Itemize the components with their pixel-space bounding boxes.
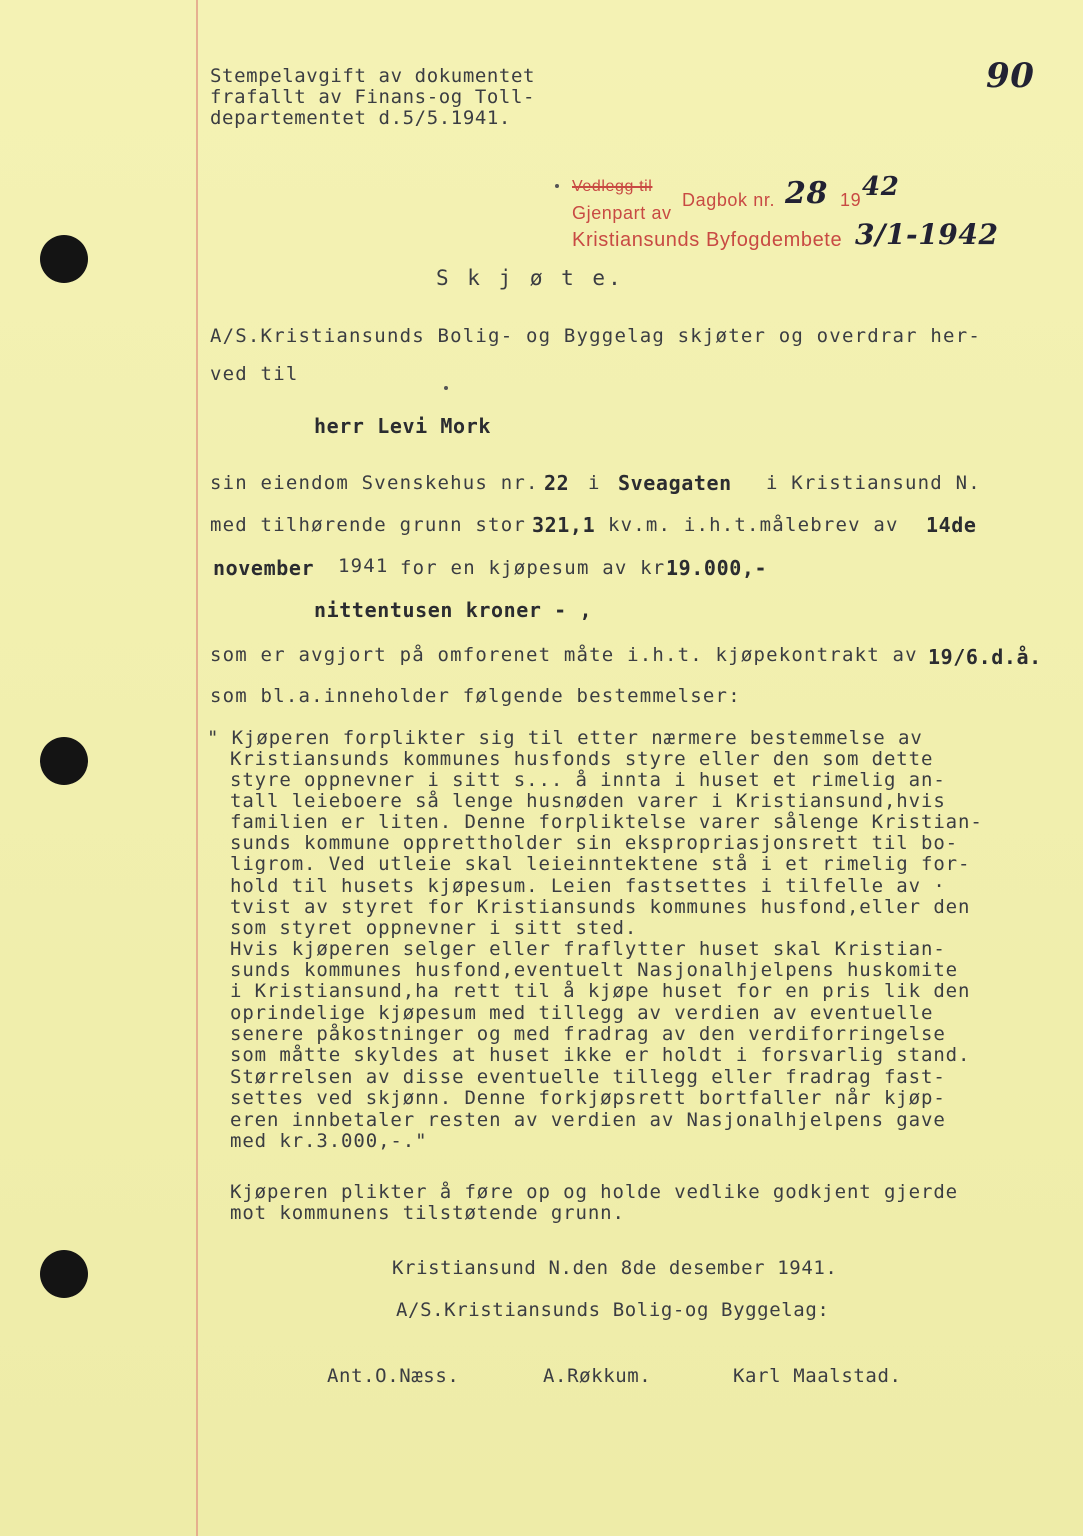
property-text: kv.m. i.h.t.målebrev av bbox=[608, 514, 899, 536]
survey-year: 1941 bbox=[338, 555, 389, 577]
quote-line: familien er liten. Denne forpliktelse varer sålenge Kristian- bbox=[230, 811, 983, 833]
page-number: 90 bbox=[986, 56, 1035, 96]
quote-line: styre oppnevner i sitt s... å innta i huset et rimelig an- bbox=[230, 769, 946, 791]
company-name: A/S.Kristiansunds Bolig-og Byggelag: bbox=[396, 1299, 830, 1321]
property-text: i Kristiansund N. bbox=[766, 472, 981, 494]
stamp-office: Kristiansunds Byfogdembete bbox=[572, 229, 843, 251]
contract-date: 19/6.d.å. bbox=[928, 645, 1042, 669]
stamp-year-suffix: 42 bbox=[862, 172, 900, 202]
signatory: Ant.O.Næss. bbox=[327, 1365, 460, 1387]
quote-line: eren innbetaler resten av verdien av Nasjonalhjelpens gave bbox=[230, 1109, 946, 1131]
quote-line: Hvis kjøperen selger eller fraflytter huset skal Kristian- bbox=[230, 938, 946, 960]
fence-clause-line: mot kommunens tilstøtende grunn. bbox=[230, 1202, 625, 1224]
quote-line: som styret oppnevner i sitt sted. bbox=[230, 917, 638, 939]
quote-line: sunds kommune opprettholder sin ekspropriasjonsrett til bo- bbox=[230, 832, 958, 854]
purchase-price: 19.000,- bbox=[666, 556, 768, 580]
document-title: S k j ø t e. bbox=[436, 266, 624, 290]
survey-month: november bbox=[213, 556, 315, 580]
survey-day: 14de bbox=[926, 513, 977, 537]
stamp-dot bbox=[555, 184, 559, 188]
quote-line: hold til husets kjøpesum. Leien fastsettes i tilfelle av · bbox=[230, 875, 946, 897]
street-name: Sveagaten bbox=[618, 471, 732, 495]
intro-line: A/S.Kristiansunds Bolig- og Byggelag skjøter og overdrar her- bbox=[210, 325, 981, 347]
plot-area: 321,1 bbox=[532, 513, 596, 537]
agreement-text: som bl.a.inneholder følgende bestemmelser: bbox=[210, 685, 741, 707]
punch-hole bbox=[40, 1250, 88, 1298]
signatory: Karl Maalstad. bbox=[733, 1365, 902, 1387]
signatory: A.Røkkum. bbox=[543, 1365, 652, 1387]
property-text: med tilhørende grunn stor bbox=[210, 514, 526, 536]
quote-line: Størrelsen av disse eventuelle tillegg eller fradrag fast- bbox=[230, 1066, 946, 1088]
stamp-gjenpart-label: Gjenpart av bbox=[572, 203, 672, 223]
fence-clause-line: Kjøperen plikter å føre op og holde vedlike godkjent gjerde bbox=[230, 1181, 958, 1203]
stamp-struck-text: Vedlegg til bbox=[572, 178, 653, 195]
quote-line: senere påkostninger og med fradrag av den verdiforringelse bbox=[230, 1023, 946, 1045]
place-date: Kristiansund N.den 8de desember 1941. bbox=[392, 1257, 838, 1279]
quote-line: tvist av styret for Kristiansunds kommunes husfond,eller den bbox=[230, 896, 971, 918]
quote-line: ligrom. Ved utleie skal leieinntektene stå i et rimelig for- bbox=[230, 853, 971, 875]
quote-line: oprindelige kjøpesum med tillegg av verdien av eventuelle bbox=[230, 1002, 934, 1024]
stamp-dagbok-number: 28 bbox=[785, 176, 828, 211]
property-text: sin eiendom Svenskehus nr. bbox=[210, 472, 539, 494]
stamp-dagbok-label: Dagbok nr. bbox=[682, 190, 776, 210]
quote-line: med kr.3.000,-." bbox=[230, 1130, 428, 1152]
punch-hole bbox=[40, 235, 88, 283]
stamp-note-line: Stempelavgift av dokumentet bbox=[210, 65, 536, 87]
quote-line: i Kristiansund,ha rett til å kjøpe huset for en pris lik den bbox=[230, 980, 971, 1002]
quote-line: tall leieboere så lenge husnøden varer i Kristiansund,hvis bbox=[230, 790, 946, 812]
intro-line: ved til bbox=[210, 363, 299, 385]
quote-line: settes ved skjønn. Denne forkjøpsrett bortfaller når kjøp- bbox=[230, 1087, 946, 1109]
buyer-name: herr Levi Mork bbox=[314, 414, 491, 438]
stamp-note-line: frafallt av Finans-og Toll- bbox=[210, 86, 536, 108]
ink-dot bbox=[444, 386, 448, 390]
quote-line: som måtte skyldes at huset ikke er holdt i forsvarlig stand. bbox=[230, 1044, 971, 1066]
house-number: 22 bbox=[544, 471, 570, 495]
stamp-year-prefix: 19 bbox=[840, 190, 862, 210]
stamp-date: 3/1-1942 bbox=[855, 218, 999, 251]
price-in-words: nittentusen kroner - , bbox=[314, 598, 593, 622]
property-text: for en kjøpesum av kr. bbox=[400, 557, 679, 579]
punch-hole bbox=[40, 737, 88, 785]
quote-line: " Kjøperen forplikter sig til etter nærmere bestemmelse av bbox=[207, 727, 923, 749]
agreement-text: som er avgjort på omforenet måte i.h.t. kjøpekontrakt av bbox=[210, 644, 918, 666]
quote-line: Kristiansunds kommunes husfonds styre eller den som dette bbox=[230, 748, 934, 770]
property-text: i bbox=[588, 472, 601, 494]
quote-line: sunds kommunes husfond,eventuelt Nasjonalhjelpens huskomite bbox=[230, 959, 958, 981]
margin-line bbox=[196, 0, 198, 1536]
stamp-note-line: departementet d.5/5.1941. bbox=[210, 107, 511, 129]
